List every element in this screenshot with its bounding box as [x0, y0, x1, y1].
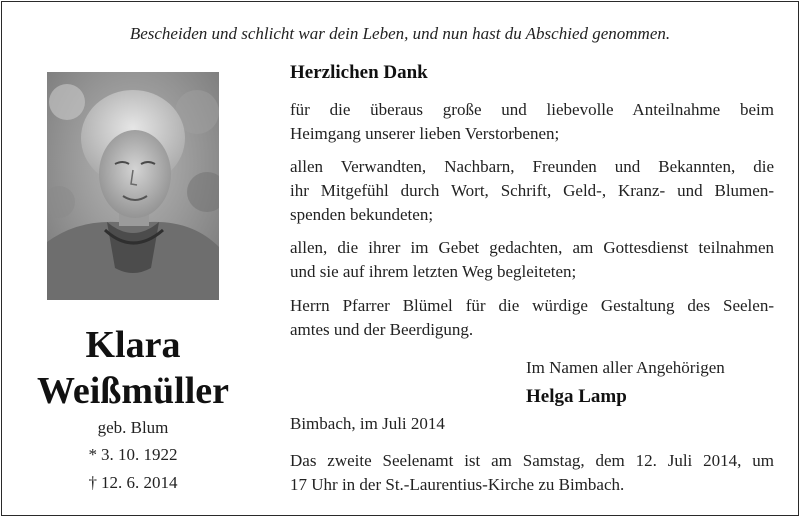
- birth-date-line: [2, 445, 264, 465]
- motto: Bescheiden und schlicht war dein Leben, und nun hast du Abschied genommen.: [129, 24, 671, 43]
- deceased-last-name: Weißmüller: [36, 370, 230, 412]
- signer-name: Helga Lamp: [526, 386, 627, 407]
- maiden-name: geb. Blum: [97, 418, 169, 437]
- death-date: 12. 6. 2014: [101, 473, 178, 492]
- place-date: Bimbach, im Juli 2014: [290, 414, 445, 433]
- portrait-photo-graphic: [47, 72, 219, 300]
- text-line: Heimgang unserer lieben Verstorbenen;: [290, 124, 560, 143]
- mass-note: [290, 449, 774, 497]
- portrait-photo: [47, 72, 219, 300]
- text-line: amtes und der Beerdigung.: [290, 320, 474, 339]
- text-line: und sie auf ihrem letzten Weg begleiteten;: [290, 262, 577, 281]
- text-line: allen, die ihrer im Gebet gedachten, am Gottesdienst teilnahmen: [290, 238, 774, 257]
- text-line: ihr Mitgefühl durch Wort, Schrift, Geld-, Kranz- und Blumen-: [290, 181, 774, 200]
- text-line: Herrn Pfarrer Blümel für die würdige Gestaltung des Seelen-: [290, 296, 774, 315]
- obituary-notice: [1, 1, 799, 516]
- text-line: spenden bekundeten;: [290, 205, 434, 224]
- text-line: 17 Uhr in der St.-Laurentius-Kirche zu Bimbach.: [290, 475, 625, 494]
- thanks-paragraph: [290, 155, 774, 227]
- thanks-paragraph: [290, 98, 774, 146]
- thanks-paragraph: [290, 294, 774, 342]
- birth-star-icon: *: [88, 445, 97, 464]
- thanks-heading: Herzlichen Dank: [290, 62, 428, 83]
- text-line: allen Verwandten, Nachbarn, Freunden und Bekannten, die: [290, 157, 774, 176]
- text-line: für die überaus große und liebevolle Anteilnahme beim: [290, 100, 774, 119]
- closing-phrase: Im Namen aller Angehörigen: [526, 358, 725, 377]
- birth-date: 3. 10. 1922: [101, 445, 178, 464]
- deceased-first-name: Klara: [85, 324, 181, 366]
- text-line: Das zweite Seelenamt ist am Samstag, dem 12. Juli 2014, um: [290, 451, 774, 470]
- death-cross-icon: †: [88, 473, 97, 492]
- thanks-paragraph: [290, 236, 774, 284]
- death-date-line: [2, 473, 264, 493]
